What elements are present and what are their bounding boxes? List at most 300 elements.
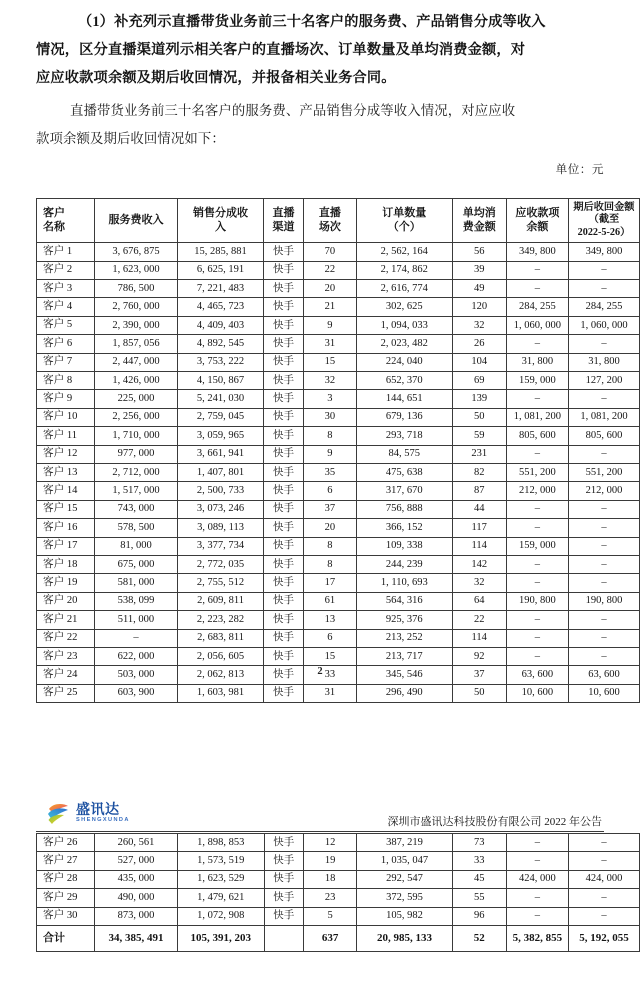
table-cell: –: [568, 519, 639, 537]
table-cell: 284, 255: [506, 298, 568, 316]
table-cell: 4, 892, 545: [177, 335, 264, 353]
table-cell: –: [506, 280, 568, 298]
table-cell: –: [568, 647, 639, 665]
cell-customer-name: 客户 12: [37, 445, 95, 463]
table-cell: –: [568, 611, 639, 629]
table-cell: 302, 625: [356, 298, 452, 316]
cell-customer-name: 客户 1: [37, 243, 95, 261]
table-cell: 3, 676, 875: [95, 243, 178, 261]
table-cell: –: [568, 335, 639, 353]
cell-customer-name: 客户 11: [37, 427, 95, 445]
table-cell: 551, 200: [506, 464, 568, 482]
table-cell: 快手: [264, 684, 303, 702]
cell-customer-name: 客户 13: [37, 464, 95, 482]
table-row: [37, 280, 640, 298]
table-cell: –: [506, 335, 568, 353]
table-cell: 284, 255: [568, 298, 639, 316]
table-cell: 快手: [264, 647, 303, 665]
revenue-table-part1: [36, 198, 640, 703]
table-cell: 20: [303, 280, 356, 298]
cell-customer-name: 客户 17: [37, 537, 95, 555]
table-cell: 快手: [264, 500, 303, 518]
table-cell: 1, 081, 200: [568, 408, 639, 426]
col-header-sales-share-revenue: 销售分成收 入: [177, 199, 264, 243]
table-cell: 快手: [264, 464, 303, 482]
table-cell: 3, 753, 222: [177, 353, 264, 371]
cell-customer-name: 客户 30: [37, 907, 95, 925]
table-cell: 快手: [264, 870, 303, 888]
table-cell: –: [506, 852, 568, 870]
table-cell: 3, 661, 941: [177, 445, 264, 463]
table-cell: 743, 000: [95, 500, 178, 518]
table-cell: 349, 800: [506, 243, 568, 261]
cell-total-value: 34, 385, 491: [95, 925, 178, 951]
revenue-table-part1-wrap: [36, 198, 640, 703]
table-cell: 31, 800: [506, 353, 568, 371]
table-cell: 56: [452, 243, 506, 261]
table-cell: 231: [452, 445, 506, 463]
table-cell: 225, 000: [95, 390, 178, 408]
table-cell: 45: [452, 870, 506, 888]
table-cell: 18: [303, 870, 356, 888]
col-header-receivable-balance: 应收款项 余额: [506, 199, 568, 243]
table-cell: 快手: [264, 372, 303, 390]
table-cell: 39: [452, 261, 506, 279]
table-cell: 114: [452, 629, 506, 647]
table-cell: 2, 174, 862: [356, 261, 452, 279]
table-cell: 1, 094, 033: [356, 316, 452, 334]
col-header-service-revenue: 服务费收入: [95, 199, 178, 243]
table-cell: 63, 600: [568, 666, 639, 684]
table-cell: 292, 547: [357, 870, 452, 888]
cell-customer-name: 客户 20: [37, 592, 95, 610]
logo-english-name: SHENGXUNDA: [76, 817, 130, 824]
table-cell: 84, 575: [356, 445, 452, 463]
table-cell: 快手: [264, 519, 303, 537]
table-cell: 快手: [264, 852, 303, 870]
table-cell: 1, 710, 000: [95, 427, 178, 445]
table-cell: –: [568, 629, 639, 647]
table-cell: 1, 573, 519: [177, 852, 264, 870]
table-cell: 26: [452, 335, 506, 353]
table-cell: 70: [303, 243, 356, 261]
table-cell: 2, 223, 282: [177, 611, 264, 629]
table-cell: 424, 000: [568, 870, 639, 888]
cell-customer-name: 客户 6: [37, 335, 95, 353]
table-cell: 2, 760, 000: [95, 298, 178, 316]
cell-customer-name: 客户 28: [37, 870, 95, 888]
table-cell: 快手: [264, 629, 303, 647]
table-cell: 2, 712, 000: [95, 464, 178, 482]
table-cell: 977, 000: [95, 445, 178, 463]
table-cell: 7, 221, 483: [177, 280, 264, 298]
table-cell: 105, 982: [357, 907, 452, 925]
cell-customer-name: 客户 27: [37, 852, 95, 870]
table-cell: –: [568, 889, 639, 907]
table-cell: 387, 219: [357, 834, 452, 852]
table-cell: –: [506, 647, 568, 665]
col-header-live-sessions: 直播 场次: [303, 199, 356, 243]
table-cell: 3, 059, 965: [177, 427, 264, 445]
table-cell: –: [568, 390, 639, 408]
table-cell: 1, 603, 981: [177, 684, 264, 702]
table-cell: 23: [303, 889, 356, 907]
table-row: [37, 834, 640, 852]
table-cell: 3, 089, 113: [177, 519, 264, 537]
cell-customer-name: 客户 24: [37, 666, 95, 684]
table-cell: 2, 056, 605: [177, 647, 264, 665]
cell-customer-name: 客户 22: [37, 629, 95, 647]
table-cell: 4, 150, 867: [177, 372, 264, 390]
table-cell: –: [506, 629, 568, 647]
revenue-table-part2: [36, 833, 640, 952]
table-cell: 159, 000: [506, 537, 568, 555]
table-cell: 260, 561: [95, 834, 178, 852]
table-cell: 2, 023, 482: [356, 335, 452, 353]
table-cell: 190, 800: [568, 592, 639, 610]
table-cell: 12: [303, 834, 356, 852]
table-cell: 511, 000: [95, 611, 178, 629]
table-cell: 59: [452, 427, 506, 445]
table-row: [37, 907, 640, 925]
table-cell: 快手: [264, 592, 303, 610]
table-row: [37, 464, 640, 482]
cell-customer-name: 客户 26: [37, 834, 95, 852]
table-cell: 117: [452, 519, 506, 537]
table-cell: 6: [303, 482, 356, 500]
table-cell: 2, 616, 774: [356, 280, 452, 298]
table-cell: 15, 285, 881: [177, 243, 264, 261]
table-cell: –: [506, 574, 568, 592]
table-cell: 212, 000: [506, 482, 568, 500]
table-cell: 4, 409, 403: [177, 316, 264, 334]
table-cell: 快手: [264, 261, 303, 279]
table-cell: 2, 256, 000: [95, 408, 178, 426]
table-cell: 142: [452, 555, 506, 573]
col-header-post-period-collection: 期后收回金额 （截至 2022-5-26）: [568, 199, 639, 243]
table-cell: 139: [452, 390, 506, 408]
body-line-1: 直播带货业务前三十名客户的服务费、产品销售分成等收入情况，对应应收: [70, 103, 516, 118]
table-cell: –: [506, 834, 568, 852]
table-cell: 73: [452, 834, 506, 852]
table-cell: 快手: [264, 353, 303, 371]
cell-total-value: 105, 391, 203: [177, 925, 264, 951]
table-cell: 快手: [264, 537, 303, 555]
cell-customer-name: 客户 18: [37, 555, 95, 573]
table-cell: 5: [303, 907, 356, 925]
table-cell: 551, 200: [568, 464, 639, 482]
table-cell: 37: [303, 500, 356, 518]
table-cell: 2, 390, 000: [95, 316, 178, 334]
table-cell: –: [568, 280, 639, 298]
table-cell: 10, 600: [506, 684, 568, 702]
table-cell: 3: [303, 390, 356, 408]
table-cell: 快手: [264, 280, 303, 298]
cell-total-value: 20, 985, 133: [357, 925, 452, 951]
cell-customer-name: 客户 23: [37, 647, 95, 665]
table-row: [37, 427, 640, 445]
table-cell: –: [506, 907, 568, 925]
intro-line-1: （1）补充列示直播带货业务前三十名客户的服务费、产品销售分成等收入: [78, 14, 546, 30]
logo-text: [76, 803, 130, 824]
table-cell: –: [506, 261, 568, 279]
table-row: [37, 316, 640, 334]
table-cell: 159, 000: [506, 372, 568, 390]
table-cell: 快手: [264, 555, 303, 573]
table-cell: 873, 000: [95, 907, 178, 925]
cell-customer-name: 客户 4: [37, 298, 95, 316]
cell-customer-name: 客户 16: [37, 519, 95, 537]
col-header-customer-name: 客户 名称: [37, 199, 95, 243]
table-cell: –: [568, 537, 639, 555]
table-cell: 372, 595: [357, 889, 452, 907]
table-row: [37, 629, 640, 647]
table-row: [37, 500, 640, 518]
table-cell: 213, 252: [356, 629, 452, 647]
table-cell: 33: [452, 852, 506, 870]
cell-customer-name: 客户 10: [37, 408, 95, 426]
table-cell: 2, 562, 164: [356, 243, 452, 261]
table-cell: 82: [452, 464, 506, 482]
table-cell: 快手: [264, 666, 303, 684]
table-cell: 13: [303, 611, 356, 629]
body-line-2: 款项余额及期后收回情况如下：: [36, 131, 225, 146]
table-cell: 1, 060, 000: [506, 316, 568, 334]
table-cell: 317, 670: [356, 482, 452, 500]
cell-customer-name: 客户 19: [37, 574, 95, 592]
table-cell: 127, 200: [568, 372, 639, 390]
table-cell: 805, 600: [568, 427, 639, 445]
table-cell: 87: [452, 482, 506, 500]
table-cell: 32: [452, 574, 506, 592]
table-cell: –: [95, 629, 178, 647]
table-cell: 37: [452, 666, 506, 684]
intro-line-2: 情况，区分直播渠道列示相关客户的直播场次、订单数量及单均消费金额，对: [36, 42, 526, 58]
sheet-running-header: [36, 800, 604, 833]
table-cell: 2, 755, 512: [177, 574, 264, 592]
cell-customer-name: 客户 15: [37, 500, 95, 518]
intro-line-3: 应应收款项余额及期后收回情况，并报备相关业务合同。: [36, 70, 396, 86]
col-header-avg-spend: 单均消 费金额: [452, 199, 506, 243]
body-paragraph: [36, 97, 604, 153]
table-cell: 快手: [264, 298, 303, 316]
table-cell: 8: [303, 427, 356, 445]
table-cell: 244, 239: [356, 555, 452, 573]
table-cell: 109, 338: [356, 537, 452, 555]
table-cell: 快手: [264, 243, 303, 261]
cell-customer-name: 客户 8: [37, 372, 95, 390]
intro-paragraph: [36, 8, 604, 92]
table-cell: 30: [303, 408, 356, 426]
table-cell: 120: [452, 298, 506, 316]
table-cell: 19: [303, 852, 356, 870]
table-row: [37, 335, 640, 353]
table-cell: 55: [452, 889, 506, 907]
table-cell: 805, 600: [506, 427, 568, 445]
table-cell: 296, 490: [356, 684, 452, 702]
table-cell: 81, 000: [95, 537, 178, 555]
table-cell: 564, 316: [356, 592, 452, 610]
table-cell: –: [568, 500, 639, 518]
table-row: [37, 647, 640, 665]
table-cell: 快手: [264, 907, 303, 925]
table-cell: 925, 376: [356, 611, 452, 629]
table-cell: –: [506, 611, 568, 629]
cell-customer-name: 客户 3: [37, 280, 95, 298]
table-cell: 4, 465, 723: [177, 298, 264, 316]
revenue-table-part2-wrap: [36, 833, 640, 952]
table-cell: 快手: [264, 889, 303, 907]
table-cell: 49: [452, 280, 506, 298]
table-cell: 22: [452, 611, 506, 629]
table-cell: –: [568, 574, 639, 592]
table-cell: –: [506, 500, 568, 518]
col-header-live-channel: 直播 渠道: [264, 199, 303, 243]
table-cell: 92: [452, 647, 506, 665]
table-cell: –: [568, 852, 639, 870]
table-cell: 1, 479, 621: [177, 889, 264, 907]
table-cell: 44: [452, 500, 506, 518]
table-body-part2: [37, 834, 640, 952]
table-cell: 293, 718: [356, 427, 452, 445]
table-cell: 63, 600: [506, 666, 568, 684]
table-cell: 2, 609, 811: [177, 592, 264, 610]
table-cell: 2, 759, 045: [177, 408, 264, 426]
table-cell: –: [568, 261, 639, 279]
cell-total-value: 5, 382, 855: [506, 925, 568, 951]
table-row: [37, 852, 640, 870]
table-cell: 33: [303, 666, 356, 684]
table-cell: 578, 500: [95, 519, 178, 537]
table-cell: 快手: [264, 408, 303, 426]
table-cell: 224, 040: [356, 353, 452, 371]
table-head: [37, 199, 640, 243]
table-cell: 104: [452, 353, 506, 371]
table-row: [37, 261, 640, 279]
table-cell: –: [506, 889, 568, 907]
table-cell: 1, 081, 200: [506, 408, 568, 426]
table-cell: 213, 717: [356, 647, 452, 665]
table-row: [37, 611, 640, 629]
table-body-part1: [37, 243, 640, 703]
table-cell: 32: [452, 316, 506, 334]
table-cell: 424, 000: [506, 870, 568, 888]
table-cell: 603, 900: [95, 684, 178, 702]
table-cell: 2, 500, 733: [177, 482, 264, 500]
cell-customer-name: 客户 7: [37, 353, 95, 371]
table-cell: 2, 772, 035: [177, 555, 264, 573]
table-cell: 366, 152: [356, 519, 452, 537]
table-row: [37, 519, 640, 537]
table-cell: 2, 447, 000: [95, 353, 178, 371]
table-cell: 快手: [264, 611, 303, 629]
table-cell: 31, 800: [568, 353, 639, 371]
table-cell: 21: [303, 298, 356, 316]
table-cell: 1, 110, 693: [356, 574, 452, 592]
table-cell: –: [506, 390, 568, 408]
table-cell: 652, 370: [356, 372, 452, 390]
table-cell: –: [506, 445, 568, 463]
table-cell: 475, 638: [356, 464, 452, 482]
table-cell: 8: [303, 555, 356, 573]
table-cell: –: [568, 445, 639, 463]
table-cell: 503, 000: [95, 666, 178, 684]
table-cell: 527, 000: [95, 852, 178, 870]
table-cell: 538, 099: [95, 592, 178, 610]
table-cell: 31: [303, 335, 356, 353]
table-cell: 756, 888: [356, 500, 452, 518]
table-cell: 10, 600: [568, 684, 639, 702]
table-cell: 69: [452, 372, 506, 390]
table-cell: 1, 072, 908: [177, 907, 264, 925]
table-cell: 345, 546: [356, 666, 452, 684]
cell-customer-name: 客户 9: [37, 390, 95, 408]
table-row: [37, 408, 640, 426]
table-cell: 35: [303, 464, 356, 482]
table-row: [37, 555, 640, 573]
cell-total-value: [264, 925, 303, 951]
table-cell: 1, 060, 000: [568, 316, 639, 334]
cell-total-value: 637: [303, 925, 356, 951]
table-cell: 675, 000: [95, 555, 178, 573]
table-cell: 349, 800: [568, 243, 639, 261]
table-cell: 490, 000: [95, 889, 178, 907]
table-cell: 212, 000: [568, 482, 639, 500]
table-cell: 3, 377, 734: [177, 537, 264, 555]
table-cell: 1, 517, 000: [95, 482, 178, 500]
table-cell: –: [506, 555, 568, 573]
table-cell: –: [568, 834, 639, 852]
table-cell: 190, 800: [506, 592, 568, 610]
table-row: [37, 537, 640, 555]
cell-customer-name: 客户 14: [37, 482, 95, 500]
table-cell: 1, 898, 853: [177, 834, 264, 852]
table-cell: 1, 623, 529: [177, 870, 264, 888]
table-cell: 64: [452, 592, 506, 610]
cell-total-label: 合计: [37, 925, 95, 951]
logo-swirl-icon: [46, 801, 71, 826]
table-cell: 679, 136: [356, 408, 452, 426]
table-cell: 1, 407, 801: [177, 464, 264, 482]
table-cell: 快手: [264, 427, 303, 445]
table-cell: 32: [303, 372, 356, 390]
table-cell: 20: [303, 519, 356, 537]
table-header-row: [37, 199, 640, 243]
table-cell: 9: [303, 445, 356, 463]
table-cell: 15: [303, 353, 356, 371]
unit-note: 单位：元: [555, 163, 604, 176]
table-row: [37, 684, 640, 702]
table-cell: 2, 062, 813: [177, 666, 264, 684]
table-cell: 17: [303, 574, 356, 592]
cell-customer-name: 客户 2: [37, 261, 95, 279]
table-row: [37, 482, 640, 500]
table-cell: 2, 683, 811: [177, 629, 264, 647]
col-header-order-count: 订单数量 （个）: [356, 199, 452, 243]
table-row: [37, 592, 640, 610]
table-row: [37, 243, 640, 261]
table-row: [37, 372, 640, 390]
table-cell: 1, 426, 000: [95, 372, 178, 390]
table-row: [37, 390, 640, 408]
table-cell: –: [506, 519, 568, 537]
table-cell: 快手: [264, 445, 303, 463]
table-cell: 786, 500: [95, 280, 178, 298]
cell-customer-name: 客户 29: [37, 889, 95, 907]
table-row: [37, 445, 640, 463]
cell-total-value: 52: [452, 925, 506, 951]
cell-total-value: 5, 192, 055: [568, 925, 639, 951]
